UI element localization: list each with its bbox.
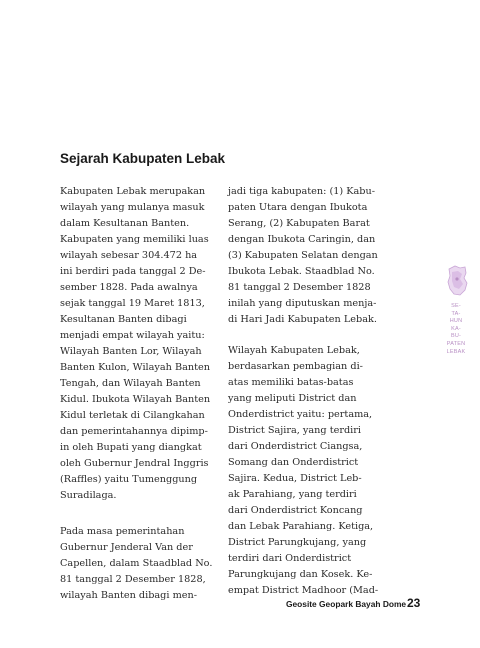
text-line: Kabupaten yang memiliki luas (60, 234, 209, 245)
text-line: Pada masa pemerintahan (60, 526, 185, 537)
text-line: wilayah yang mulanya masuk (60, 202, 205, 213)
text-line: Parungkujang dan Kosek. Ke- (228, 569, 373, 580)
text-line: Somang dan Onderdistrict (228, 457, 359, 468)
text-line: District Sajira, yang terdiri (228, 425, 361, 436)
text-line: empat District Madhoor (Mad- (228, 585, 379, 596)
text-line: inilah yang diputuskan menja- (228, 298, 377, 309)
page-number: 23 (407, 596, 421, 610)
text-line: Wilayah Banten Lor, Wilayah (60, 346, 202, 357)
text-line: Wilayah Kabupaten Lebak, (228, 345, 360, 356)
text-line: dengan Ibukota Caringin, dan (228, 234, 376, 245)
side-label-line: HUN (449, 318, 463, 325)
section-heading: Sejarah Kabupaten Lebak (60, 151, 226, 166)
text-line: di Hari Jadi Kabupaten Lebak. (228, 314, 377, 325)
text-line: 81 tanggal 2 Desember 1828, (60, 574, 206, 585)
text-line: yang meliputi District dan (228, 393, 357, 404)
side-label-line: PATEN (446, 340, 466, 347)
text-line: dalam Kesultanan Banten. (60, 218, 190, 229)
text-line: terdiri dari Onderdistrict (228, 553, 352, 564)
text-line: Kidul. Ibukota Wilayah Banten (60, 394, 211, 405)
footer-title: Geosite Geopark Bayah Dome (286, 599, 407, 609)
text-line: (Raffles) yaitu Tumenggung (60, 474, 198, 485)
text-line: Onderdistrict yaitu: pertama, (228, 409, 373, 420)
text-line: Capellen, dalam Staadblad No. (60, 558, 213, 569)
side-label-line: LEBAK (446, 348, 466, 355)
text-line: Kabupaten Lebak merupakan (60, 186, 206, 197)
left-paragraph-1 (60, 184, 220, 504)
text-line: Banten Kulon, Wilayah Banten (60, 362, 210, 373)
text-line: Serang, (2) Kabupaten Barat (228, 218, 370, 229)
side-label-line: BU- (450, 333, 462, 340)
text-line: sejak tanggal 19 Maret 1813, (60, 298, 205, 309)
text-line: wilayah sebesar 304.472 ha (60, 250, 198, 261)
text-line: berdasarkan pembagian di- (228, 361, 363, 372)
left-paragraph-2 (60, 524, 220, 604)
side-label (440, 303, 472, 356)
text-line: Ibukota Lebak. Staadblad No. (228, 266, 375, 277)
text-line: District Parungkujang, yang (228, 537, 367, 548)
text-line: (3) Kabupaten Selatan dengan (228, 250, 378, 261)
text-line: jadi tiga kabupaten: (1) Kabu- (228, 186, 376, 197)
left-column (60, 184, 220, 604)
text-line: ini berdiri pada tanggal 2 De- (60, 266, 206, 277)
text-line: Kidul terletak di Cilangkahan (60, 410, 205, 421)
text-line: dan Lebak Parahiang. Ketiga, (228, 521, 374, 532)
side-label-line: KA- (451, 325, 461, 332)
text-line: sember 1828. Pada awalnya (60, 282, 198, 293)
side-label-line: SE- (451, 303, 461, 309)
text-line: dari Onderdistrict Ciangsa, (228, 441, 363, 452)
map-stamp-icon (446, 264, 468, 298)
right-column (228, 184, 390, 599)
right-paragraph-1 (228, 184, 390, 328)
text-line: paten Utara dengan Ibukota (228, 202, 368, 213)
text-line: Gubernur Jenderal Van der (60, 542, 193, 553)
text-line: ak Parahiang, yang terdiri (228, 489, 357, 500)
text-line: wilayah Banten dibagi men- (60, 590, 197, 601)
text-line: Kesultanan Banten dibagi (60, 314, 187, 325)
right-paragraph-2 (228, 343, 390, 599)
text-line: in oleh Bupati yang diangkat (60, 442, 202, 453)
text-line: 81 tanggal 2 Desember 1828 (228, 282, 371, 293)
text-line: atas memiliki batas-batas (228, 377, 354, 388)
side-label-line: TA- (451, 310, 461, 317)
text-line: menjadi empat wilayah yaitu: (60, 330, 205, 341)
text-line: Sajira. Kedua, District Leb- (228, 473, 362, 484)
text-line: Tengah, dan Wilayah Banten (60, 378, 201, 389)
text-line: oleh Gubernur Jendral Inggris (60, 458, 209, 469)
text-line: Suradilaga. (60, 490, 117, 501)
text-line: dari Onderdistrict Koncang (228, 505, 363, 516)
text-line: dan pemerintahannya dipimp- (60, 426, 208, 437)
